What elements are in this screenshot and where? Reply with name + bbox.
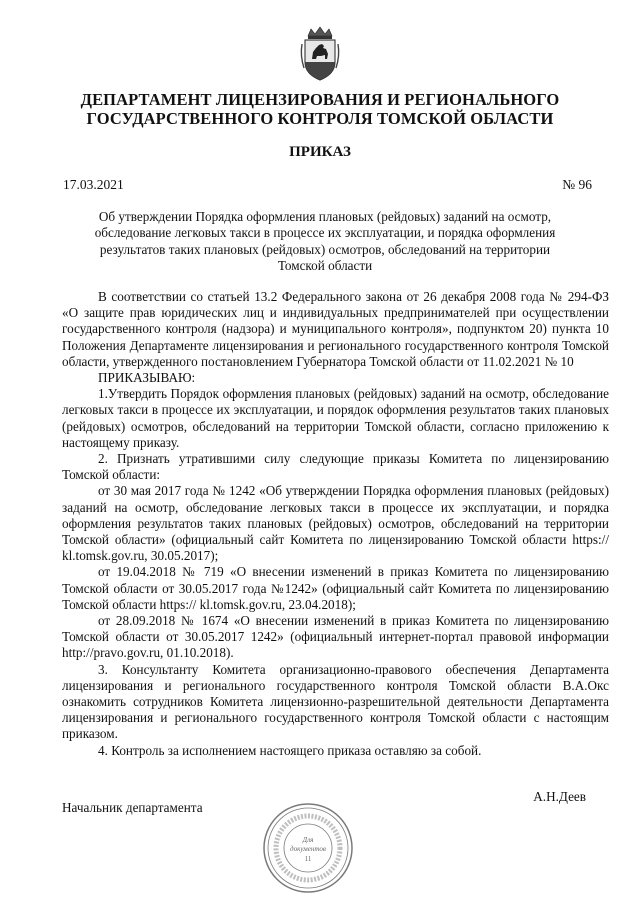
order-number: № 96: [562, 177, 592, 192]
preamble-paragraph: В соответствии со статьей 13.2 Федерального закона от 26 декабря 2008 года № 294-ФЗ «О защите прав юридических лиц и индивидуальных предпринимателей при осуществлении государственного контроля (надзора) и муниципального контроля», подпунктом 20) пункта 10 Положения Департаменте лицензирования и регионального государственного контроля Томской области, утвержденного постановлением Губернатора Томской области от 11.02.2021 № 10: [62, 289, 609, 369]
item-2c-paragraph: от 28.09.2018 № 1674 «О внесении изменений в приказ Комитета по лицензированию Томской области от 30.05.2017 1242» (официальный интернет-портал правовой информации http://pravo.gov.ru, 01.10.2018).: [62, 613, 609, 661]
official-seal-stamp: [262, 802, 354, 894]
item-1-paragraph: 1.Утвердить Порядок оформления плановых (рейдовых) заданий на осмотр, обследование легковых такси в процессе их эксплуатации, и порядок оформления результатов таких плановых (рейдовых) осмотров, обследований на территории Томской области, согласно приложению к настоящему приказу.: [62, 386, 609, 450]
order-word: ПРИКАЗЫВАЮ:: [98, 370, 196, 386]
department-name: ДЕПАРТАМЕНТ ЛИЦЕНЗИРОВАНИЯ И РЕГИОНАЛЬНОГО ГОСУДАРСТВЕННОГО КОНТРОЛЯ ТОМСКОЙ ОБЛАСТИ: [80, 90, 560, 128]
seal-center-line-2: документов: [290, 845, 326, 853]
coat-of-arms-emblem: [299, 26, 341, 82]
item-2-paragraph: 2. Признать утратившими силу следующие приказы Комитета по лицензированию Томской области:: [62, 451, 609, 483]
item-3-paragraph: 3. Консультанту Комитета организационно-правового обеспечения Департамента лицензирования и регионального государственного контроля Томской области В.А.Окс ознакомить сотрудников Комитета лицензионно-разрешительной деятельности Департамента лицензирования и регионального государственного контроля Томской области с настоящим приказом.: [62, 661, 609, 742]
document-type-title: ПРИКАЗ: [289, 144, 351, 160]
order-body: [62, 289, 609, 759]
item-2a-paragraph: от 30 мая 2017 года № 1242 «Об утверждении Порядка оформления плановых (рейдовых) заданий на осмотр, обследование легковых такси в процессе их эксплуатации, и порядка оформления результатов таких плановых (рейдовых) осмотров, обследований на территории Томской области» (официальный сайт Комитета по лицензированию Томской области https:// kl.tomsk.gov.ru, 30.05.2017);: [62, 483, 609, 564]
signer-position: Начальник департамента: [62, 800, 203, 815]
item-2b-paragraph: от 19.04.2018 № 719 «О внесении изменений в приказ Комитета по лицензированию Томской области от 30.05.2017 года №1242» (официальный сайт Комитета по лицензированию Томской области https:// kl.tomsk.gov.ru, 23.04.2018);: [62, 564, 609, 612]
seal-center-line-3: 11: [304, 855, 312, 863]
order-date: 17.03.2021: [63, 177, 124, 192]
item-4-paragraph: 4. Контроль за исполнением настоящего приказа оставляю за собой.: [98, 742, 482, 758]
seal-center-line-1: Для: [302, 836, 314, 844]
signer-name: А.Н.Деев: [533, 789, 586, 804]
order-subject: Об утверждении Порядка оформления плановых (рейдовых) заданий на осмотр, обследование легковых такси в процессе их эксплуатации, и порядка оформления результатов таких плановых (рейдовых) осмотров, обследований на территории Томской области: [94, 209, 556, 274]
